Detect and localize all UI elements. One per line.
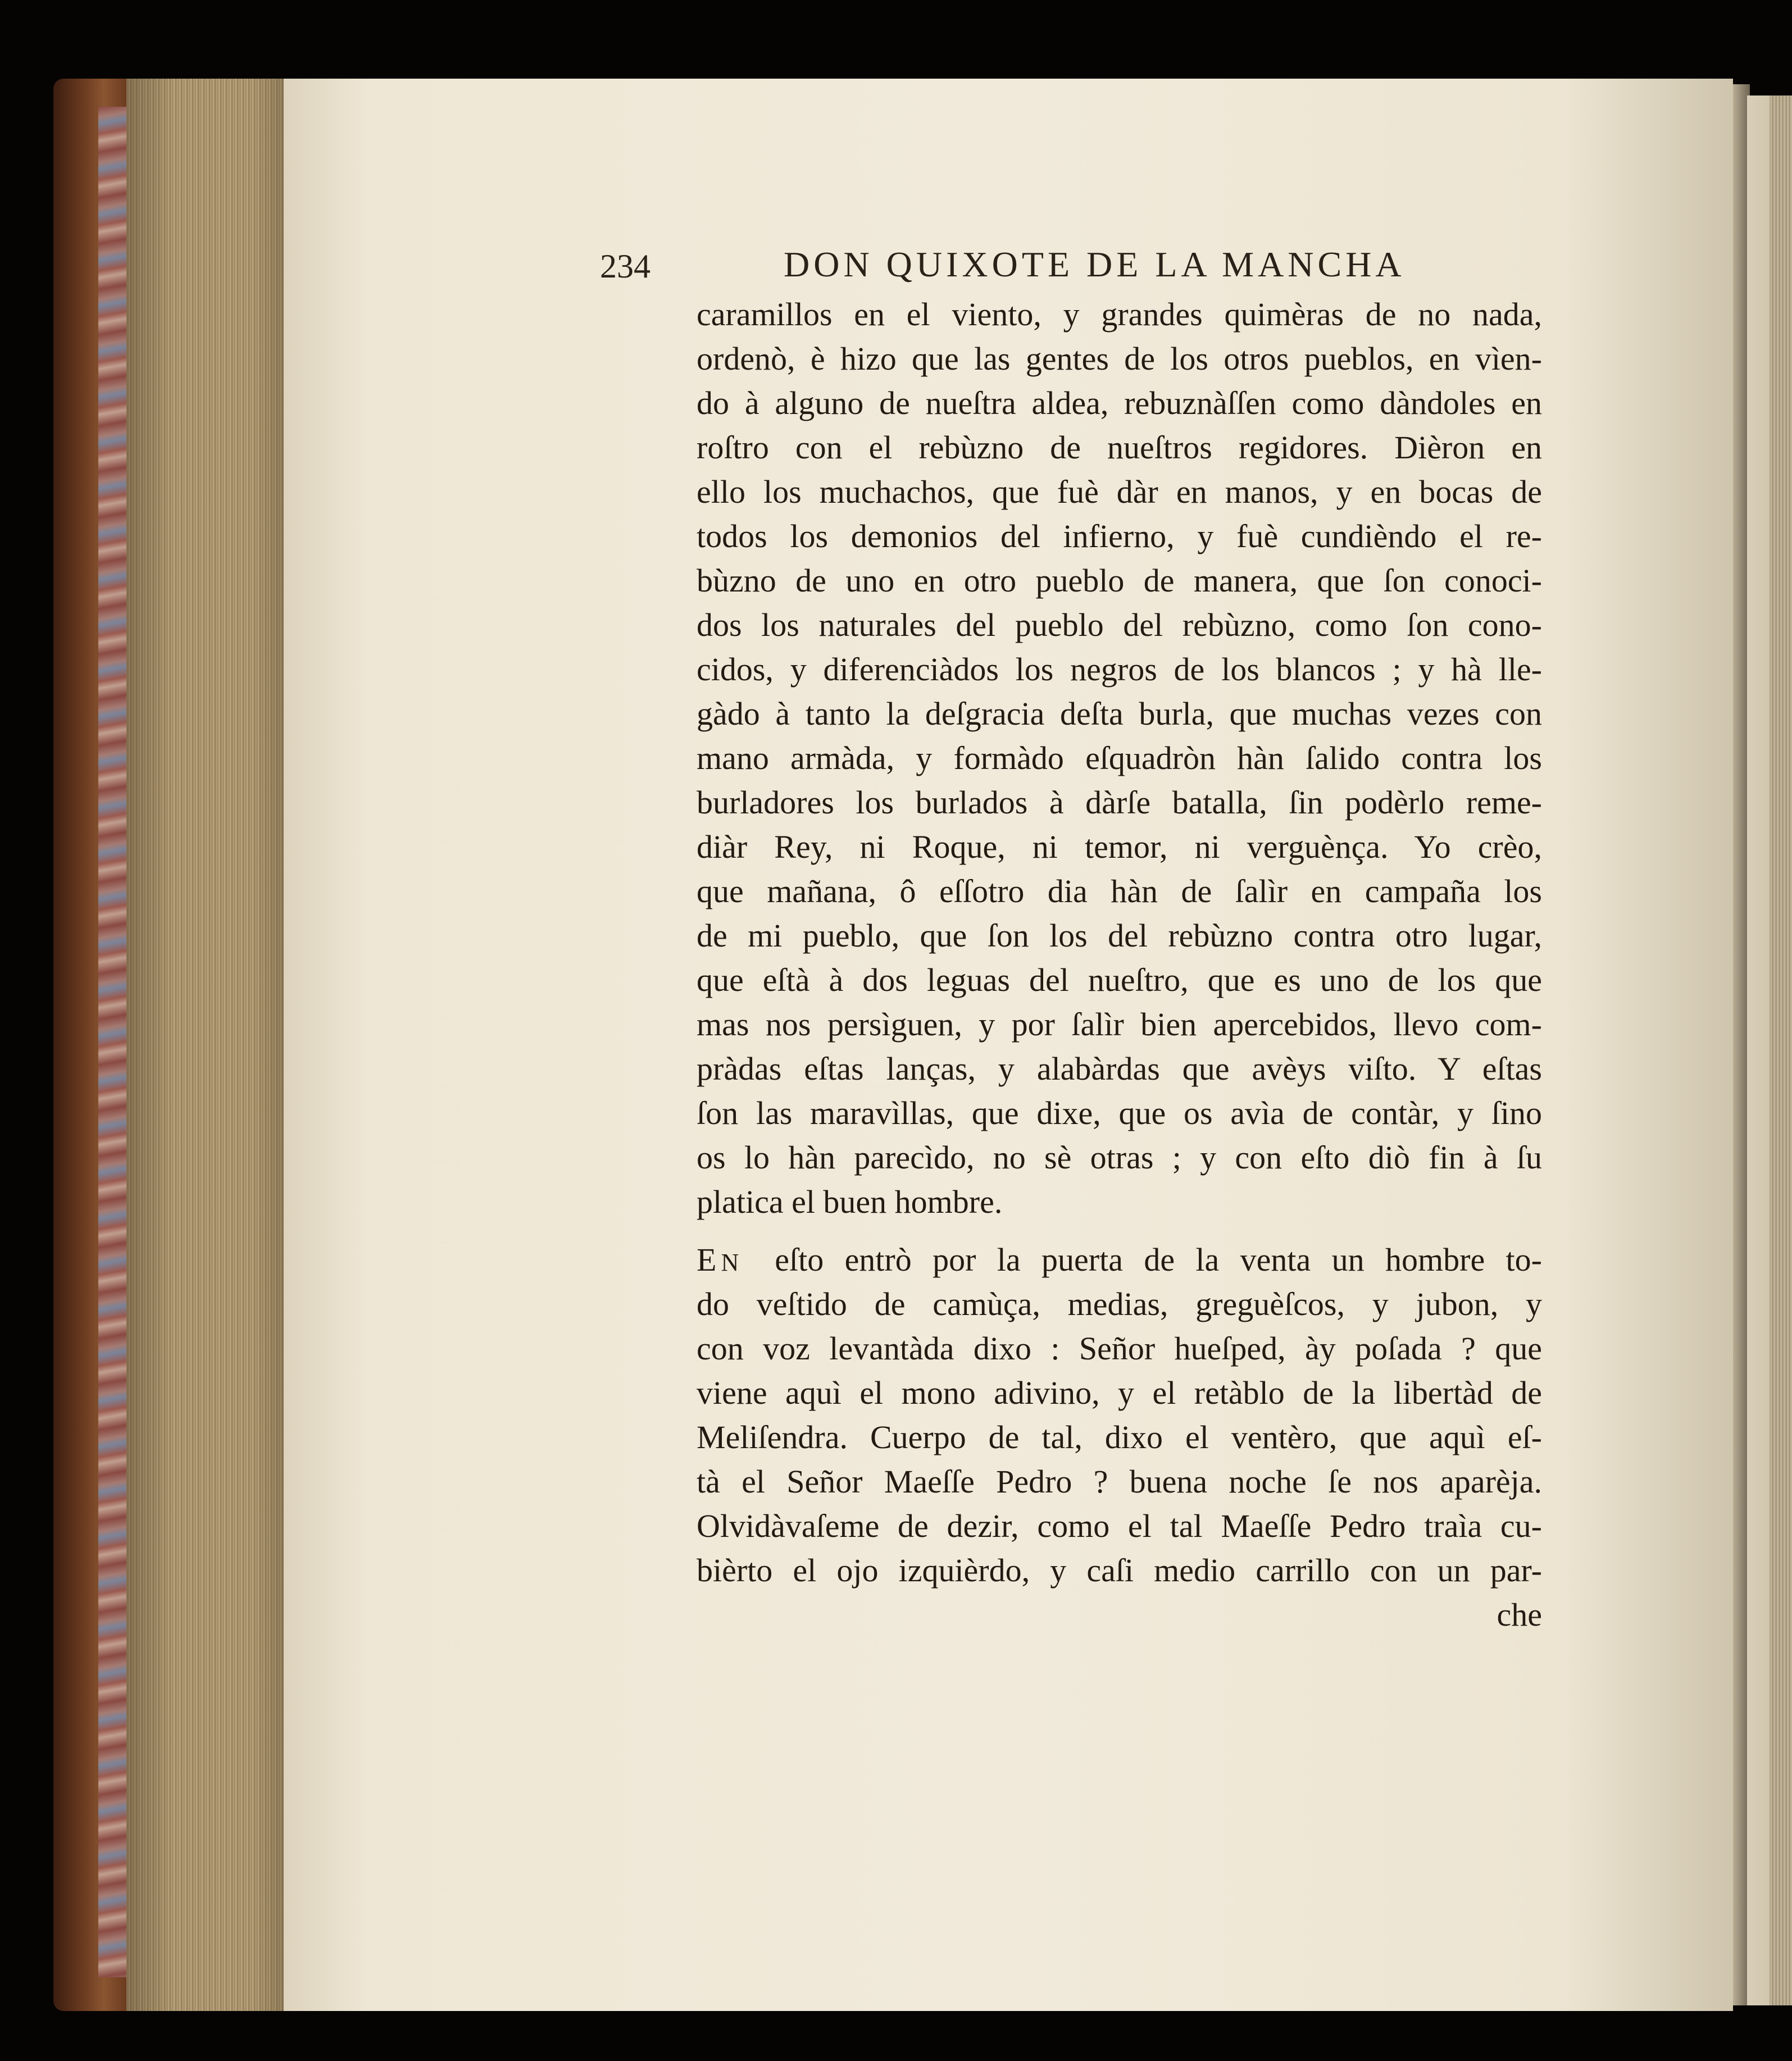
- text-line: roſtro con el rebùzno de nueſtros regidores. Dièron en: [697, 429, 1542, 466]
- text-line: os lo hàn parecìdo, no sè otras ; y con eſto diò fin à ſu: [697, 1139, 1542, 1176]
- text-line: caramillos en el viento, y grandes quimèras de no nada,: [697, 296, 1542, 333]
- text-line: Olvidàvaſeme de dezir, como el tal Maeſſe Pedro traìa cu-: [697, 1508, 1542, 1544]
- text-line: bièrto el ojo izquièrdo, y caſi medio carrillo con un par-: [697, 1552, 1542, 1589]
- text-line: todos los demonios del infierno, y fuè cundièndo el re-: [697, 518, 1542, 554]
- text-line: gàdo à tanto la deſgracia deſta burla, que muchas vezes con: [697, 695, 1542, 732]
- text-line: burladores los burlados à dàrſe batalla, ſin podèrlo reme-: [697, 784, 1542, 821]
- text-line: cidos, y diferenciàdos los negros de los blancos ; y hà lle-: [697, 651, 1542, 688]
- text-line: que mañana, ô eſſotro dia hàn de ſalìr en campaña los: [697, 873, 1542, 909]
- opening-line-text: eſto entrò por la puerta de la venta un hombre to-: [775, 1241, 1542, 1278]
- text-line: Meliſendra. Cuerpo de tal, dixo el ventèro, que aquì eſ-: [697, 1419, 1542, 1455]
- text-line: do à alguno de nueſtra aldea, rebuznàſſen como dàndoles en: [697, 385, 1542, 421]
- text-line: platica el buen hombre.: [697, 1184, 1003, 1220]
- paragraph-gap: [697, 1224, 1542, 1237]
- text-line: do veſtido de camùça, medias, greguèſcos, y jubon, y: [697, 1286, 1542, 1322]
- page-edges: [126, 79, 284, 2011]
- text-line: de mi pueblo, que ſon los del rebùzno contra otro lugar,: [697, 917, 1542, 954]
- text-line: ordenò, è hizo que las gentes de los otros pueblos, en vìen-: [697, 340, 1542, 377]
- facing-page-edge: [1770, 95, 1792, 2005]
- text-line: bùzno de uno en otro pueblo de manera, que ſon conoci-: [697, 562, 1542, 599]
- text-line: pràdas eſtas lanças, y alabàrdas que avèys viſto. Y eſtas: [697, 1050, 1542, 1087]
- marbled-endpaper: [98, 107, 126, 1977]
- text-line: con voz levantàda dixo : Señor hueſped, ày poſada ? que: [697, 1330, 1542, 1367]
- running-title: DON QUIXOTE DE LA MANCHA: [784, 244, 1406, 284]
- body-text: [697, 292, 1542, 1637]
- page-number: 234: [600, 248, 651, 285]
- text-line: tà el Señor Maeſſe Pedro ? buena noche ſe nos aparèja.: [697, 1463, 1542, 1500]
- text-line: mas nos persìguen, y por ſalìr bien apercebidos, llevo com-: [697, 1006, 1542, 1043]
- catchword: che: [1497, 1596, 1542, 1633]
- initial-letter: E: [697, 1241, 721, 1278]
- paragraph-opening-line: [697, 1237, 1542, 1282]
- text-line: ſon las maravìllas, que dixe, que os avìa de contàr, y ſino: [697, 1095, 1542, 1131]
- text-line: dos los naturales del pueblo del rebùzno, como ſon cono-: [697, 607, 1542, 643]
- text-line: diàr Rey, ni Roque, ni temor, ni verguènça. Yo crèo,: [697, 829, 1542, 865]
- small-cap-letter: N: [721, 1249, 743, 1276]
- text-line: mano armàda, y formàdo eſquadròn hàn ſalido contra los: [697, 740, 1542, 776]
- text-line: viene aquì el mono adivino, y el retàblo de la libertàd de: [697, 1375, 1542, 1411]
- text-line: ello los muchachos, que fuè dàr en manos, y en bocas de: [697, 474, 1542, 510]
- text-line: que eſtà à dos leguas del nueſtro, que es uno de los que: [697, 962, 1542, 998]
